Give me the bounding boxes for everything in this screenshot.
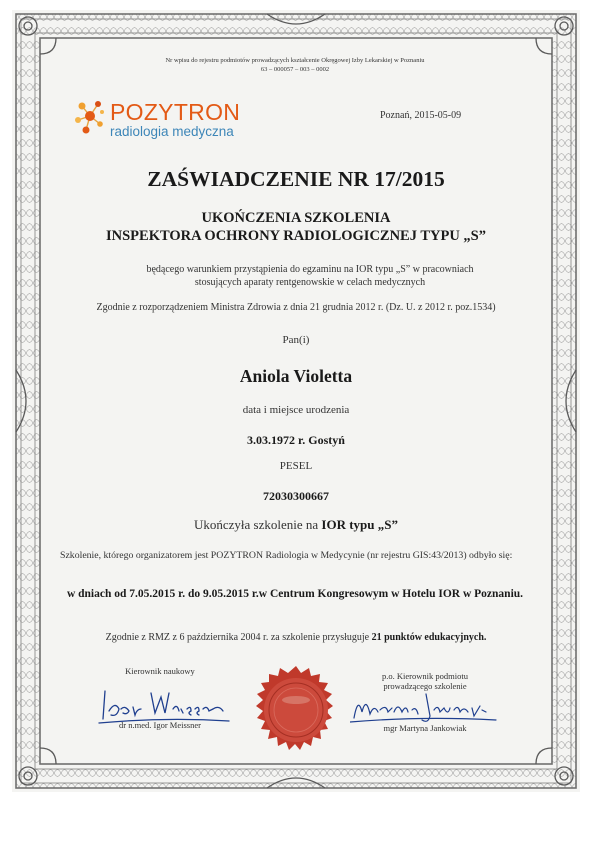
education-points-statement [40, 632, 552, 643]
certificate-subtitle-line2: INSPEKTORA OCHRONY RADIOLOGICZNEJ TYPU „S” [105, 228, 487, 244]
certificate-title: ZAŚWIADCZENIE NR 17/2015 [147, 167, 445, 191]
rmz-prefix: Zgodnie z RMZ z 6 października 2004 r. za szkolenie przysługuje [105, 632, 372, 643]
right-signatory-title-line1: p.o. Kierownik podmiotu [382, 671, 468, 681]
logo-wordmark: POZYTRON [110, 99, 241, 125]
registry-number: 63 – 000057 – 003 – 0002 [260, 65, 330, 73]
salutation: Pan(i) [282, 334, 310, 346]
condition-line1: będącego warunkiem przystąpienia do egzaminu na IOR typu „S” w pracowniach [146, 264, 474, 275]
registry-note-line1: Nr wpisu do rejestru podmiotów prowadzących kształcenie Okręgowej Izby Lekarskiej w Poznaniu [165, 57, 425, 64]
logo-subtitle: radiologia medyczna [110, 124, 234, 139]
right-signatory-title [340, 671, 510, 691]
right-handwritten-signature [350, 690, 500, 726]
registry-note [120, 57, 470, 74]
official-seal [248, 664, 344, 760]
completed-prefix: Ukończyła szkolenie na [193, 517, 322, 532]
organizer-text: Szkolenie, którego organizatorem jest POZYTRON Radiologia w Medycynie (nr rejestru GIS:43/2013) odbyło się: [60, 550, 513, 561]
certificate-subtitle-line1: UKOŃCZENIA SZKOLENIA [201, 210, 391, 226]
person-name: Aniola Violetta [239, 366, 353, 386]
pesel-label: PESEL [279, 460, 313, 472]
condition-line2: stosujących aparaty rentgenowskie w celach medycznych [194, 277, 426, 288]
regulation-text: Zgodnie z rozporządzeniem Ministra Zdrowia z dnia 21 grudnia 2012 r. (Dz. U. z 2012 r. poz.1534) [96, 302, 496, 313]
completed-statement [40, 517, 552, 533]
right-signatory-title-line2: prowadzącego szkolenie [383, 681, 467, 691]
left-signatory-name: dr n.med. Igor Meissner [119, 720, 201, 730]
left-signatory-title: Kierownik naukowy [125, 666, 195, 676]
completed-course: IOR typu „S” [321, 517, 398, 532]
birth-value: 3.03.1972 r. Gostyń [247, 433, 345, 447]
right-signatory-name: mgr Martyna Jankowiak [383, 723, 467, 733]
pozytron-logo-molecule-icon [72, 98, 108, 138]
training-dates-location: w dniach od 7.05.2015 r. do 9.05.2015 r.w Centrum Kongresowym w Hotelu IOR w Poznaniu. [66, 588, 524, 600]
place-date: Poznań, 2015-05-09 [380, 110, 462, 121]
birth-label: data i miejsce urodzenia [242, 404, 350, 416]
pesel-value: 72030300667 [263, 489, 329, 503]
education-points: 21 punktów edukacyjnych. [371, 632, 487, 643]
left-handwritten-signature [95, 683, 235, 725]
